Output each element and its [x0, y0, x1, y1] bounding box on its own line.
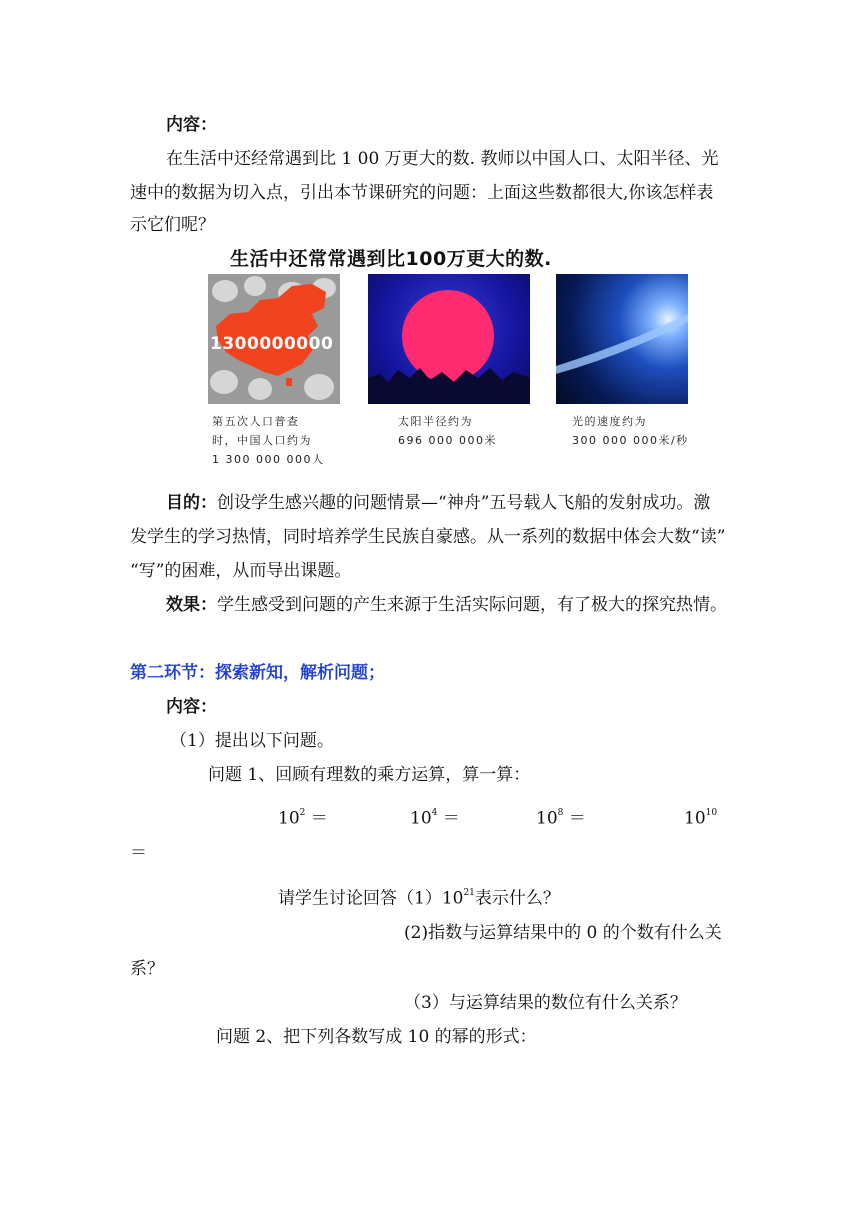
discussion-1: 请学生讨论回答$(1)10^{21}$表示什么？ — [278, 888, 560, 909]
purpose-line-1: 目的：创设学生感兴趣的问题情景—“神舟”五号载人飞船的发射成功。激 — [166, 493, 711, 513]
power-10-10: $10^{10}$ — [684, 808, 718, 829]
content-label: 内容： — [166, 115, 217, 135]
intro-line-3: 示它们呢？ — [130, 215, 215, 235]
intro-line-1: 在生活中还经常遇到比 1 00 万更大的数. 教师以中国人口、太阳半径、光 — [166, 149, 719, 169]
sun-icon — [402, 290, 494, 382]
china-map-photo — [208, 274, 340, 404]
light-photo — [556, 274, 688, 404]
discussion-3: （3）与运算结果的数位有什么关系？ — [404, 993, 687, 1013]
large-numbers-figure — [208, 244, 688, 476]
power-10-2: $10^2$ ＝ — [278, 808, 328, 829]
caption-population: 第五次人口普查 时，中国人口约为 1 300 000 000人 — [212, 415, 325, 466]
light-beam-icon — [556, 314, 688, 374]
figure-title: 生活中还常常遇到比100万更大的数. — [230, 248, 552, 270]
question-2: 问题 2、把下列各数写成 10 的幂的形式： — [216, 1027, 537, 1047]
map-number: 1300000000 — [210, 334, 334, 354]
purpose-line-2: 发学生的学习热情，同时培养学生民族自豪感。从一系列的数据中体会大数“读” — [130, 527, 726, 547]
section2-heading: 第二环节：探索新知，解析问题； — [130, 663, 385, 683]
sun-photo — [368, 274, 530, 404]
power-10-8: $10^8$ ＝ — [536, 808, 586, 829]
discussion-2-line-1: (2)指数与运算结果中的 0 的个数有什么关 — [404, 923, 722, 943]
power-10-4: $10^4$ ＝ — [410, 808, 460, 829]
purpose-label: 目的： — [166, 493, 217, 513]
effect-line: 效果：学生感受到问题的产生来源于生活实际问题，有了极大的探究热情。 — [166, 595, 727, 615]
discussion-2-line-2: 系？ — [130, 959, 164, 979]
caption-light: 光的速度约为 300 000 000米/秒 — [572, 415, 689, 447]
section2-content-label: 内容： — [166, 697, 217, 717]
purpose-line-3: “写”的困难，从而导出课题。 — [130, 561, 352, 581]
intro-line-2: 速中的数据为切入点，引出本节课研究的问题：上面这些数都很大,你该怎样表 — [130, 183, 714, 203]
effect-label: 效果： — [166, 595, 217, 615]
item-1: （1）提出以下问题。 — [170, 731, 334, 751]
trailing-equals: ＝ — [130, 843, 147, 863]
caption-sun: 太阳半径约为 696 000 000米 — [398, 415, 497, 447]
question-1: 问题 1、回顾有理数的乘方运算，算一算： — [208, 765, 531, 785]
